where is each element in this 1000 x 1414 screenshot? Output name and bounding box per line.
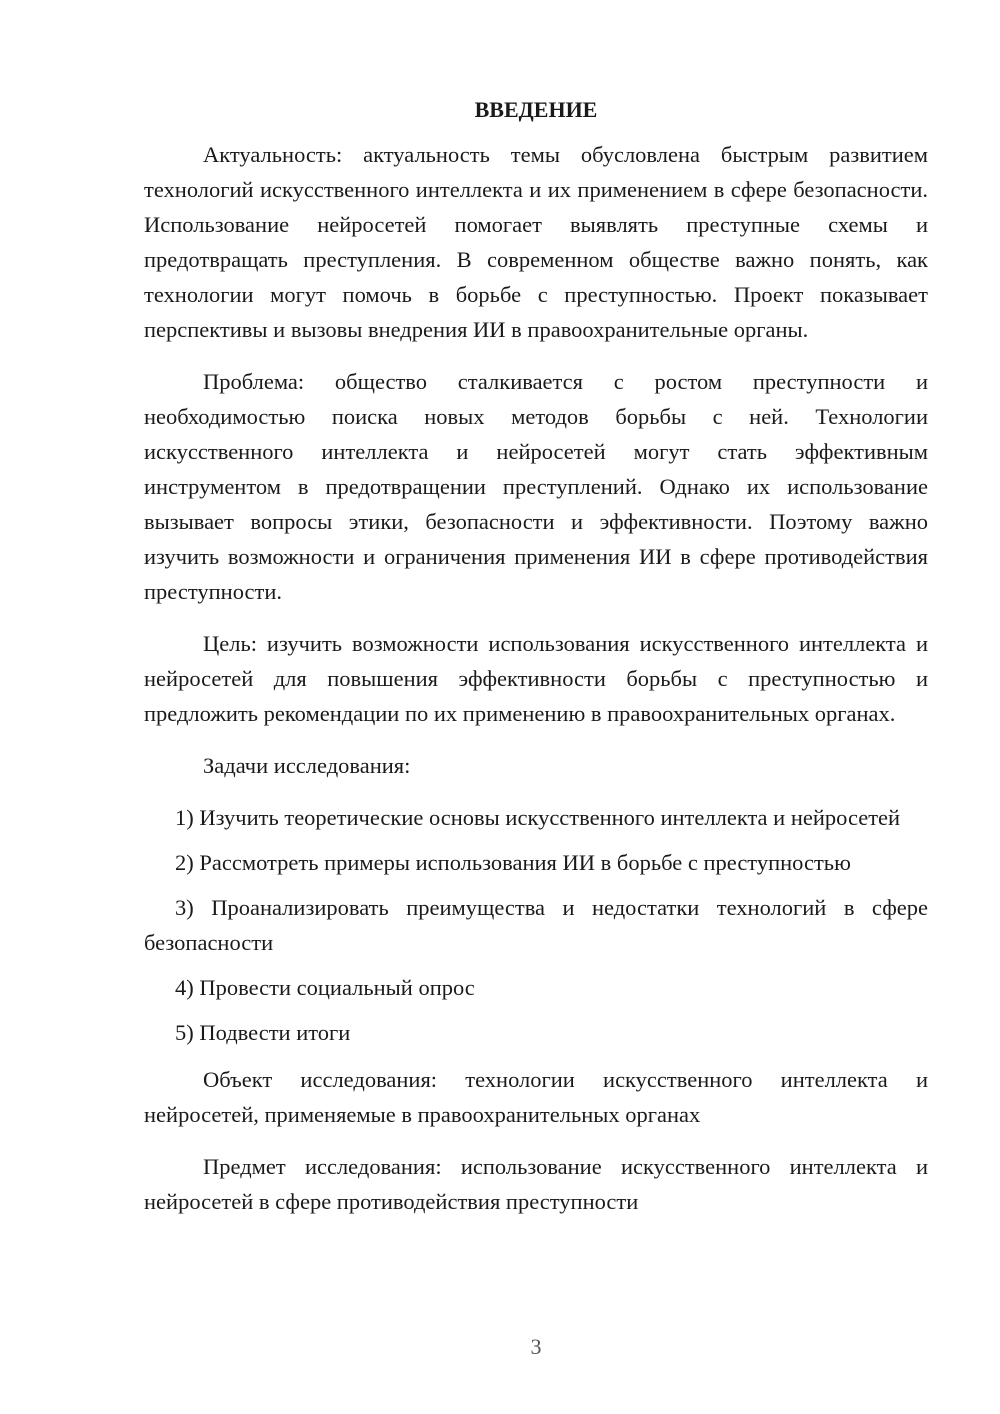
task-item: 4) Провести социальный опрос: [175, 975, 475, 1000]
paragraph-problem: Проблема: общество сталкивается с ростом преступности и необходимостью поиска новых методов борьбы с ней. Технологии искусственного интеллекта и нейросетей могут стать эффективным инструментом в предотвращении преступлений. Однако их использование вызывает вопросы этики, безопасности и эффективности. Поэтому важно изучить возможности и ограничения применения ИИ в сфере противодействия преступности.: [144, 369, 928, 604]
tasks-heading: Задачи исследования:: [203, 753, 411, 778]
paragraph-goal: Цель: изучить возможности использования искусственного интеллекта и нейросетей для повышения эффективности борьбы с преступностью и предложить рекомендации по их применению в правоохранительных органах.: [144, 631, 928, 726]
page-content: [144, 92, 928, 1236]
page-title: ВВЕДЕНИЕ: [474, 97, 598, 122]
paragraph-object: Объект исследования: технологии искусственного интеллекта и нейросетей, применяемые в правоохранительных органах: [144, 1067, 928, 1127]
task-item: 5) Подвести итоги: [175, 1020, 351, 1045]
task-item: 1) Изучить теоретические основы искусственного интеллекта и нейросетей: [175, 805, 901, 830]
paragraph-relevance: Актуальность: актуальность темы обусловлена быстрым развитием технологий искусственного интеллекта и их применением в сфере безопасности. Использование нейросетей помогает выявлять преступные схемы и предотвращать преступления. В современном обществе важно понять, как технологии могут помочь в борьбе с преступностью. Проект показывает перспективы и вызовы внедрения ИИ в правоохранительные органы.: [144, 142, 928, 342]
task-item: 2) Рассмотреть примеры использования ИИ в борьбе с преступностью: [175, 850, 851, 875]
task-item: 3) Проанализировать преимущества и недостатки технологий в сфере безопасности: [144, 895, 928, 955]
paragraph-subject: Предмет исследования: использование искусственного интеллекта и нейросетей в сфере противодействия преступности: [144, 1154, 928, 1214]
page-number: 3: [530, 1334, 542, 1359]
